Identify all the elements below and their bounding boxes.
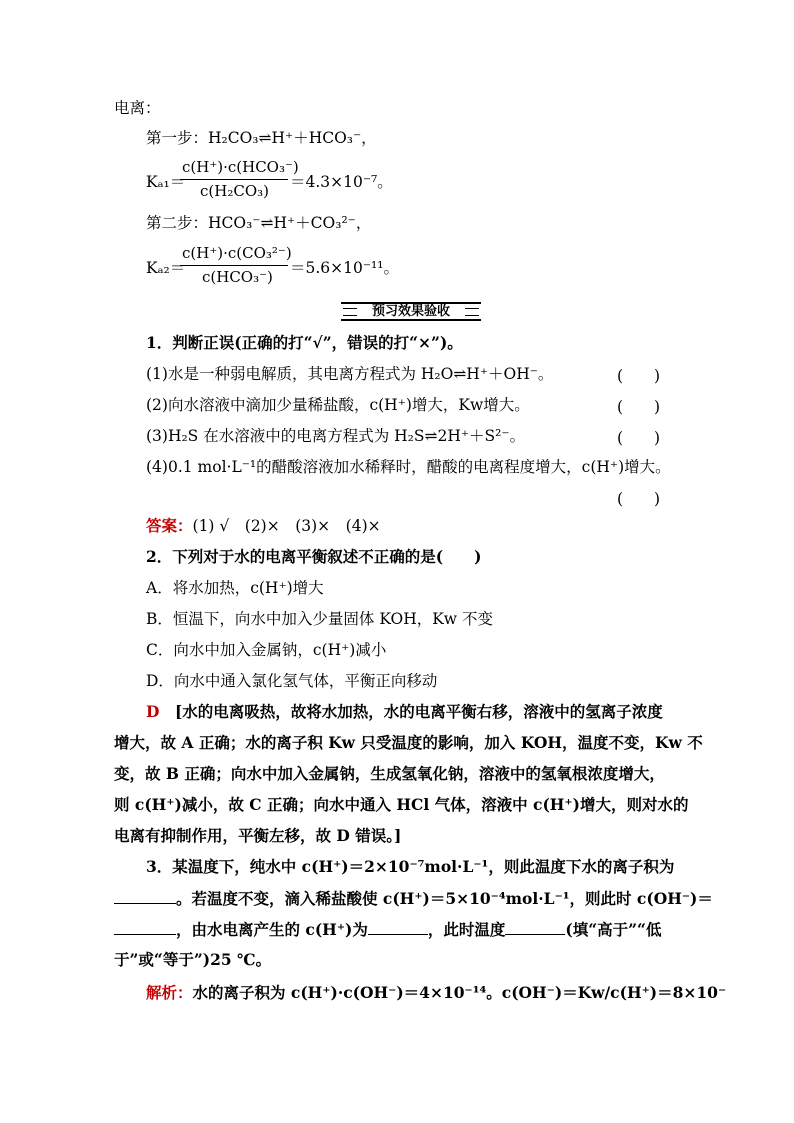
q3-line-3-text-a: ，由水电离产生的 c(H⁺)为 [176, 920, 368, 939]
q2-answer: D [146, 702, 160, 721]
q3-line-1: 3．某温度下，纯水中 c(H⁺)＝2×10⁻⁷mol·L⁻¹，则此温度下水的离子积为 [146, 857, 675, 876]
ka2-fraction [180, 244, 290, 288]
q3-explain-text: 水的离子积为 c(H⁺)·c(OH⁻)＝4×10⁻¹⁴。c(OH⁻)＝Kw/c(H⁺)＝8×10⁻ [192, 983, 727, 1002]
q2-explain-line-1 [146, 702, 663, 722]
q3-explain-label: 解析： [146, 983, 193, 1002]
q3-line-2-text: 。若温度不变，滴入稀盐酸使 c(H⁺)＝5×10⁻⁴mol·L⁻¹，则此时 c(OH⁻)＝ [176, 889, 713, 908]
q3-blank-1[interactable] [114, 888, 176, 904]
q2-stem: 2．下列对于水的电离平衡叙述不正确的是( ) [146, 547, 482, 566]
q1-stem: 1．判断正误(正确的打“√”，错误的打“×”)。 [146, 333, 463, 352]
q1-item-4-blank: ( ) [617, 490, 661, 508]
ka1-numerator: c(H⁺)·c(HCO₃⁻) [182, 158, 299, 176]
ionization-heading: 电离： [114, 99, 161, 117]
q3-line-3 [114, 919, 661, 940]
q1-item-1-blank: ( ) [617, 367, 661, 385]
q1-answer [146, 516, 381, 536]
q1-answer-text: (1) √ (2)× (3)× (4)× [192, 517, 381, 535]
q1-item-3: (3)H₂S 在水溶液中的电离方程式为 H₂S⇌2H⁺＋S²⁻。 [146, 427, 526, 445]
ka1-value: ＝4.3×10⁻⁷。 [290, 173, 393, 191]
q3-line-4: 于”或“等于”)25 ℃。 [114, 950, 272, 969]
ka2-numerator: c(H⁺)·c(CO₃²⁻) [182, 244, 292, 262]
q3-explanation [146, 983, 726, 1003]
q2-explain-1: [水的电离吸热，故将水加热，水的电离平衡右移，溶液中的氢离子浓度 [174, 702, 663, 721]
ka2-denominator: c(HCO₃⁻) [202, 268, 273, 286]
q1-item-3-blank: ( ) [617, 429, 661, 447]
ka1-fraction-bar [180, 179, 288, 180]
q2-option-c: C．向水中加入金属钠，c(H⁺)减小 [146, 641, 387, 659]
ka2-fraction-bar [180, 265, 288, 266]
q1-item-4: (4)0.1 mol·L⁻¹的醋酸溶液加水稀释时，醋酸的电离程度增大，c(H⁺)增大。 [146, 458, 671, 476]
q2-explain-line-3: 变，故 B 正确；向水中加入金属钠，生成氢氧化钠，溶液中的氢氧根浓度增大， [114, 764, 665, 783]
q3-line-2 [114, 888, 713, 909]
q1-item-2-blank: ( ) [617, 398, 661, 416]
q2-explain-line-5: 电离有抑制作用，平衡左移，故 D 错误。] [114, 826, 402, 845]
q3-blank-4[interactable] [505, 919, 565, 935]
q2-option-b: B．恒温下，向水中加入少量固体 KOH，Kw 不变 [146, 610, 493, 628]
q3-line-3-text-b: ，此时温度 [427, 920, 506, 939]
q2-option-a: A．将水加热，c(H⁺)增大 [146, 579, 324, 597]
q1-item-1: (1)水是一种弱电解质，其电离方程式为 H₂O⇌H⁺＋OH⁻。 [146, 365, 554, 383]
q3-blank-3[interactable] [368, 919, 428, 935]
q3-line-3-text-c: (填“高于”“低 [565, 920, 662, 939]
ka2-label: Kₐ₂＝ [146, 259, 186, 277]
ka2-value: ＝5.6×10⁻¹¹。 [290, 259, 399, 277]
q1-item-2: (2)向水溶液中滴加少量稀盐酸，c(H⁺)增大，Kw增大。 [146, 396, 530, 414]
q2-option-d: D．向水中通入氯化氢气体，平衡正向移动 [146, 672, 438, 690]
q2-explain-line-4: 则 c(H⁺)减小，故 C 正确；向水中通入 HCl 气体，溶液中 c(H⁺)增大，则对水的 [114, 795, 689, 814]
q1-answer-label: 答案： [146, 516, 193, 535]
section-title-preview-check: 预习效果验收 [341, 302, 481, 321]
q3-blank-2[interactable] [114, 919, 176, 935]
step1-equation: 第一步：H₂CO₃⇌H⁺＋HCO₃⁻， [146, 129, 377, 147]
ka1-fraction [180, 158, 299, 202]
ka1-label: Kₐ₁＝ [146, 173, 186, 191]
step2-equation: 第二步：HCO₃⁻⇌H⁺＋CO₃²⁻， [146, 214, 372, 232]
q2-explain-line-2: 增大，故 A 正确；水的离子积 Kw 只受温度的影响，加入 KOH，温度不变，Kw 不 [114, 733, 703, 752]
ka1-denominator: c(H₂CO₃) [200, 182, 269, 200]
